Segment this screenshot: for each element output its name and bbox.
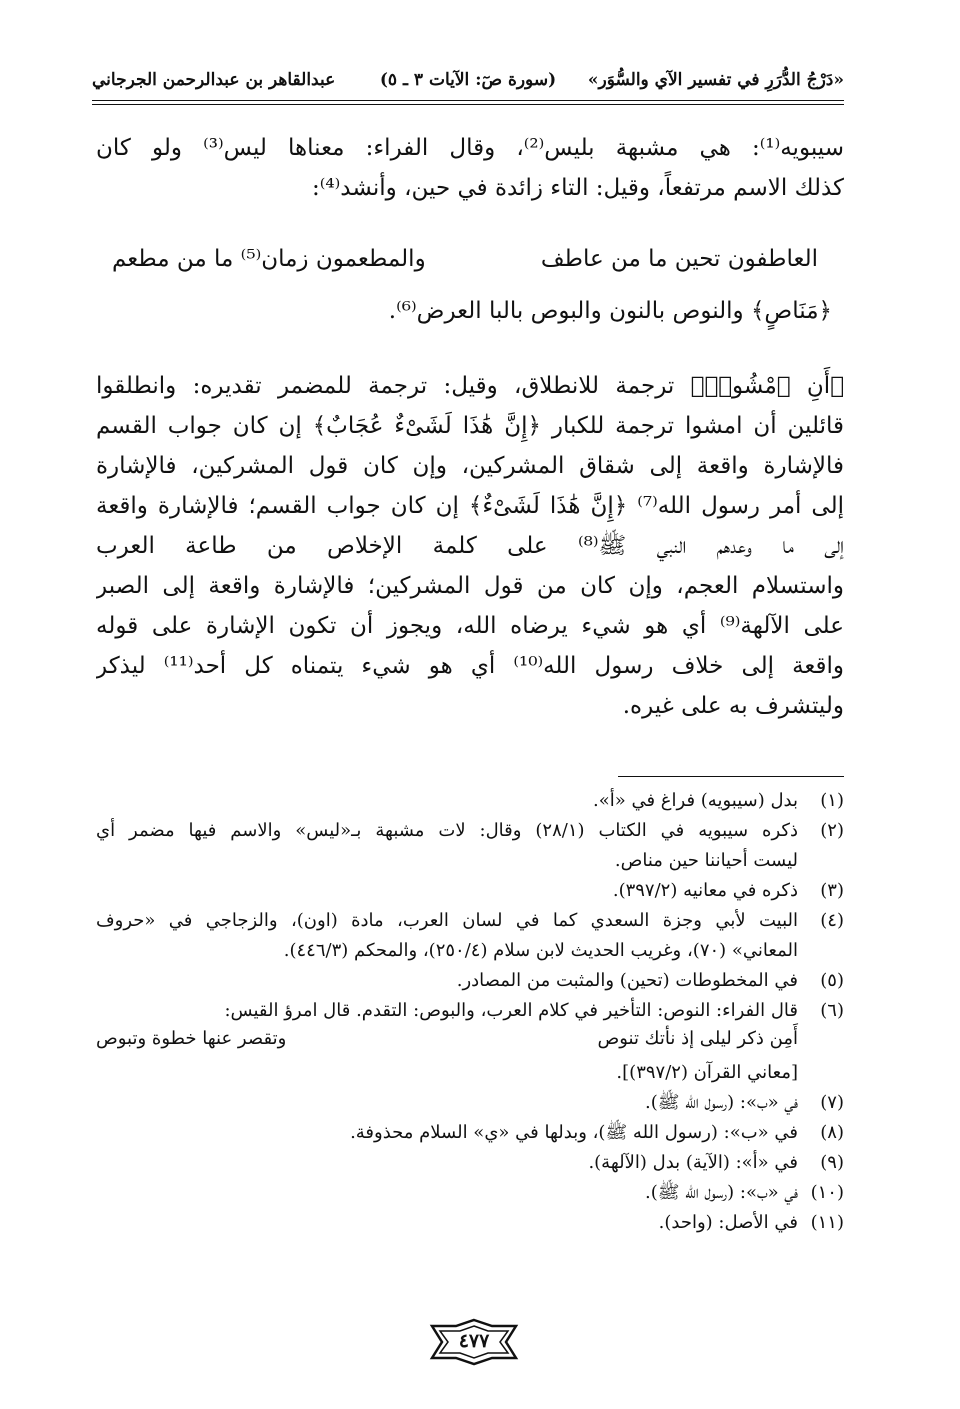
footnote-6-source bbox=[96, 1058, 844, 1088]
footnote-text: المعاني» (٧٠)، وغريب الحديث لابن سلام (٢٥٠/٤)، والمحكم (٤٤٦/٣). bbox=[283, 940, 798, 961]
footnote-number: (٣) bbox=[820, 880, 844, 901]
footnote-verse-hemistich-1: أَمِن ذكر ليلى إذ نأتك تنوص bbox=[597, 1028, 798, 1049]
footnote-text: في «ب»: (رسول الله ﷺ). bbox=[645, 1182, 798, 1203]
body-paragraph-1 bbox=[96, 128, 844, 208]
footnote-text: بدل (سيبويه) فراغ في «أ». bbox=[592, 790, 798, 811]
body-line-after-verse: ﴿مَنَاصٍ﴾ والنوص بالنون والبوص بالبا العرض⁽⁶⁾. bbox=[388, 298, 832, 324]
footnote-8 bbox=[96, 1118, 844, 1148]
footnote-4-continued bbox=[96, 936, 844, 966]
body-line: واستسلام العجم، وإن كان من قول المشركين؛ فالإشارة واقعة إلى الصبر bbox=[96, 573, 844, 599]
body-line: واقعة إلى خلاف رسول الله⁽¹⁰⁾ أي هو شيء يتمناه كل أحد⁽¹¹⁾ ليذكر bbox=[96, 653, 844, 679]
footnote-4 bbox=[96, 906, 844, 936]
header-rule-top bbox=[92, 100, 844, 101]
footnote-number: (٦) bbox=[820, 1000, 844, 1021]
footnote-separator bbox=[618, 776, 844, 777]
verse-hemistich-2: والمطعمون زمان⁽⁵⁾ ما من مطعم bbox=[112, 246, 426, 272]
header-book-title: «دَرْجُ الدُّرَرِ في تفسير الآي والسُّوَر» bbox=[587, 70, 844, 90]
footnote-verse-hemistich-2: وتقصر عنها خطوة وتبوص bbox=[96, 1028, 287, 1049]
footnote-text: في «ب»: (رسول الله ﷺ). bbox=[645, 1092, 798, 1113]
body-line: وليتشرف به على غيره. bbox=[622, 693, 844, 719]
footnote-text: في «أ»: (الآية) بدل (الآلهة). bbox=[588, 1152, 798, 1173]
footnote-6 bbox=[96, 996, 844, 1026]
running-header bbox=[92, 58, 844, 104]
footnote-number: (١) bbox=[820, 790, 844, 811]
footnote-number: (١١) bbox=[810, 1212, 844, 1233]
footnote-1 bbox=[96, 786, 844, 816]
footnote-text: ذكره في معانيه (٣٩٧/٢). bbox=[612, 880, 798, 901]
footnote-11 bbox=[96, 1208, 844, 1238]
footnote-10 bbox=[96, 1178, 844, 1208]
body-line: قائلين أن امشوا ترجمة للكبار ﴿إِنَّ هَٰذَا لَشَىْءٌ عُجَابٌ﴾ إن كان جواب القسم bbox=[96, 413, 844, 439]
footnote-number: (٩) bbox=[820, 1152, 844, 1173]
footnote-9 bbox=[96, 1148, 844, 1178]
footnote-5 bbox=[96, 966, 844, 996]
body-line: كذلك الاسم مرتفعاً، وقيل: التاء زائدة في حين، وأنشد⁽⁴⁾: bbox=[312, 175, 844, 201]
footnote-number: (٧) bbox=[820, 1092, 844, 1113]
poetry-verse bbox=[112, 240, 818, 284]
footnote-text: البيت لأبي وجزة السعدي كما في لسان العرب، مادة (اون)، والزجاجي في «حروف bbox=[96, 910, 798, 931]
footnote-2-continued bbox=[96, 846, 844, 876]
footnote-6-verse bbox=[96, 1026, 798, 1058]
footnote-text: في «ب»: (رسول الله ﷺ)، وبدلها في «ي» السلام محذوفة. bbox=[350, 1122, 798, 1143]
footnote-text: في المخطوطات (تحين) والمثبت من المصادر. bbox=[456, 970, 798, 991]
body-line: فالإشارة واقعة إلى شقاق المشركين، وإن كان قول المشركين، فالإشارة bbox=[96, 453, 844, 479]
body-line: إلى أمر رسول الله⁽⁷⁾ ﴿إِنَّ هَٰذَا لَشَىْءٌ﴾ إن كان جواب القسم؛ فالإشارة واقعة bbox=[96, 493, 844, 519]
page-number: ٤٧٧ bbox=[458, 1330, 490, 1352]
footnote-number: (٥) bbox=[820, 970, 844, 991]
footnote-text: قال الفراء: النوص: التأخير في كلام العرب، والبوص: التقدم. قال امرؤ القيس: bbox=[224, 1000, 798, 1021]
header-section: (سورة صٓ: الآيات ٣ ـ ٥) bbox=[379, 70, 557, 90]
footnote-7 bbox=[96, 1088, 844, 1118]
verse-hemistich-1: العاطفون تحين ما من عاطف bbox=[540, 246, 818, 272]
body-line: إلى ما وعدهم النبي ﷺ⁽⁸⁾ على كلمة الإخلاص من طاعة العرب bbox=[96, 533, 844, 559]
footnote-number: (٢) bbox=[820, 820, 844, 841]
header-rule-bottom bbox=[92, 104, 844, 105]
page-number-ornament bbox=[428, 1318, 520, 1366]
body-line: سيبويه⁽¹⁾: هي مشبهة بليس⁽²⁾، وقال الفراء: معناها ليس⁽³⁾ ولو كان bbox=[96, 135, 844, 161]
footnotes bbox=[96, 786, 844, 1238]
footnote-text: في الأصل: (واحد). bbox=[658, 1212, 798, 1233]
header-author: عبدالقاهر بن عبدالرحمن الجرجاني bbox=[92, 70, 336, 90]
footnote-number: (٤) bbox=[820, 910, 844, 931]
footnote-text: ذكره سيبويه في الكتاب (٢٨/١) وقال: لات مشبهة بـ«ليس» والاسم فيها مضمر أي bbox=[96, 820, 799, 841]
body-line: ﴿أَنِ ٱمْشُوا۟﴾ ترجمة للانطلاق، وقيل: ترجمة للمضمر تقديره: وانطلقوا bbox=[96, 373, 844, 399]
footnote-2 bbox=[96, 816, 844, 846]
body-paragraph-2 bbox=[96, 366, 844, 726]
footnote-text: [معاني القرآن (٣٩٧/٢)]. bbox=[616, 1062, 798, 1083]
footnote-number: (٨) bbox=[820, 1122, 844, 1143]
body-line: على الآلهة⁽⁹⁾ أي هو شيء يرضاه الله، ويجوز أن تكون الإشارة على قوله bbox=[96, 613, 844, 639]
footnote-text: ليست أحياننا حين مناص. bbox=[614, 850, 798, 871]
footnote-3 bbox=[96, 876, 844, 906]
footnote-number: (١٠) bbox=[810, 1182, 844, 1203]
